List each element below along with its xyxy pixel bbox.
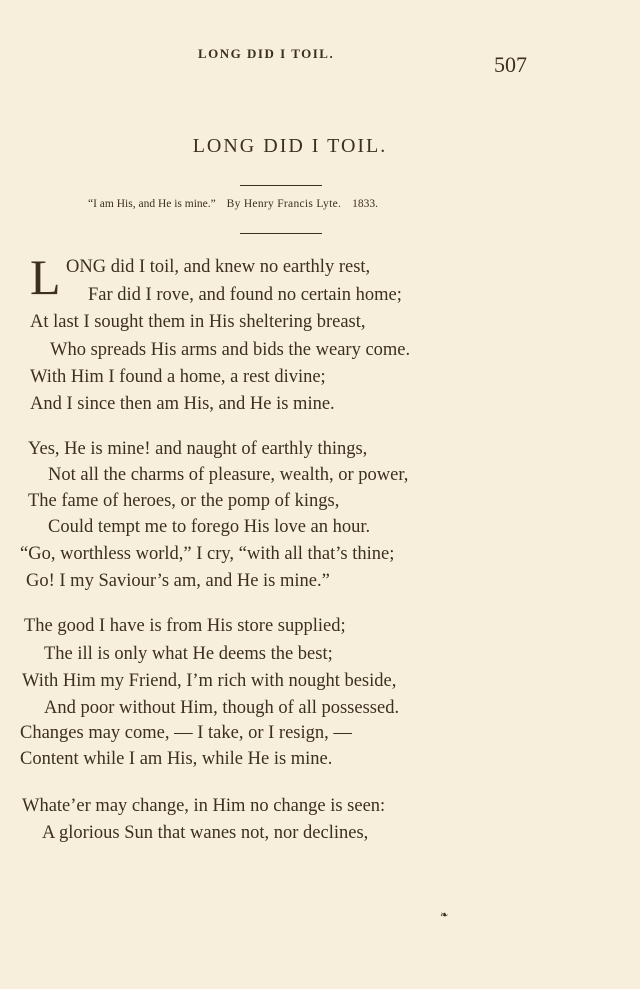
poem-line: And poor without Him, though of all possessed.	[44, 698, 400, 718]
epigraph-quote: “I am His, and He is mine.”	[88, 198, 216, 210]
poem-line: Not all the charms of pleasure, wealth, or power,	[48, 465, 409, 485]
poem-line: The fame of heroes, or the pomp of kings,	[28, 491, 340, 511]
printer-ornament: ❧	[440, 910, 449, 921]
poem-line: Yes, He is mine! and naught of earthly things,	[28, 439, 368, 459]
poem-line: At last I sought them in His sheltering breast,	[30, 312, 366, 332]
drop-cap: L	[30, 249, 61, 305]
poem-line: The ill is only what He deems the best;	[44, 644, 333, 664]
rule-below-epigraph	[240, 233, 322, 234]
page-number: 507	[494, 52, 527, 77]
poem-line: The good I have is from His store supplied;	[24, 616, 346, 636]
poem-line: Content while I am His, while He is mine.	[20, 749, 333, 769]
poem-line: ONG did I toil, and knew no earthly rest,	[66, 257, 371, 277]
poem-line: Could tempt me to forego His love an hour.	[48, 517, 371, 537]
running-head: LONG DID I TOIL.	[198, 46, 335, 61]
poem-line: And I since then am His, and He is mine.	[30, 394, 335, 414]
epigraph-year: 1833.	[352, 198, 378, 210]
epigraph-attribution: By Henry Francis Lyte.	[226, 198, 342, 210]
poem-line: Far did I rove, and found no certain home;	[88, 285, 402, 305]
epigraph	[88, 198, 508, 210]
poem-line: With Him my Friend, I’m rich with nought beside,	[22, 671, 397, 691]
poem-line: “Go, worthless world,” I cry, “with all that’s thine;	[20, 544, 395, 564]
poem-line: Changes may come, — I take, or I resign, —	[20, 723, 352, 743]
poem-line: Who spreads His arms and bids the weary come.	[50, 340, 411, 360]
poem-line: Whate’er may change, in Him no change is seen:	[22, 796, 386, 816]
poem-line: With Him I found a home, a rest divine;	[30, 367, 326, 387]
rule-above-epigraph	[240, 185, 322, 186]
poem-line: A glorious Sun that wanes not, nor declines,	[42, 823, 369, 843]
poem-line: Go! I my Saviour’s am, and He is mine.”	[26, 571, 330, 591]
poem-title: LONG DID I TOIL.	[192, 135, 388, 157]
